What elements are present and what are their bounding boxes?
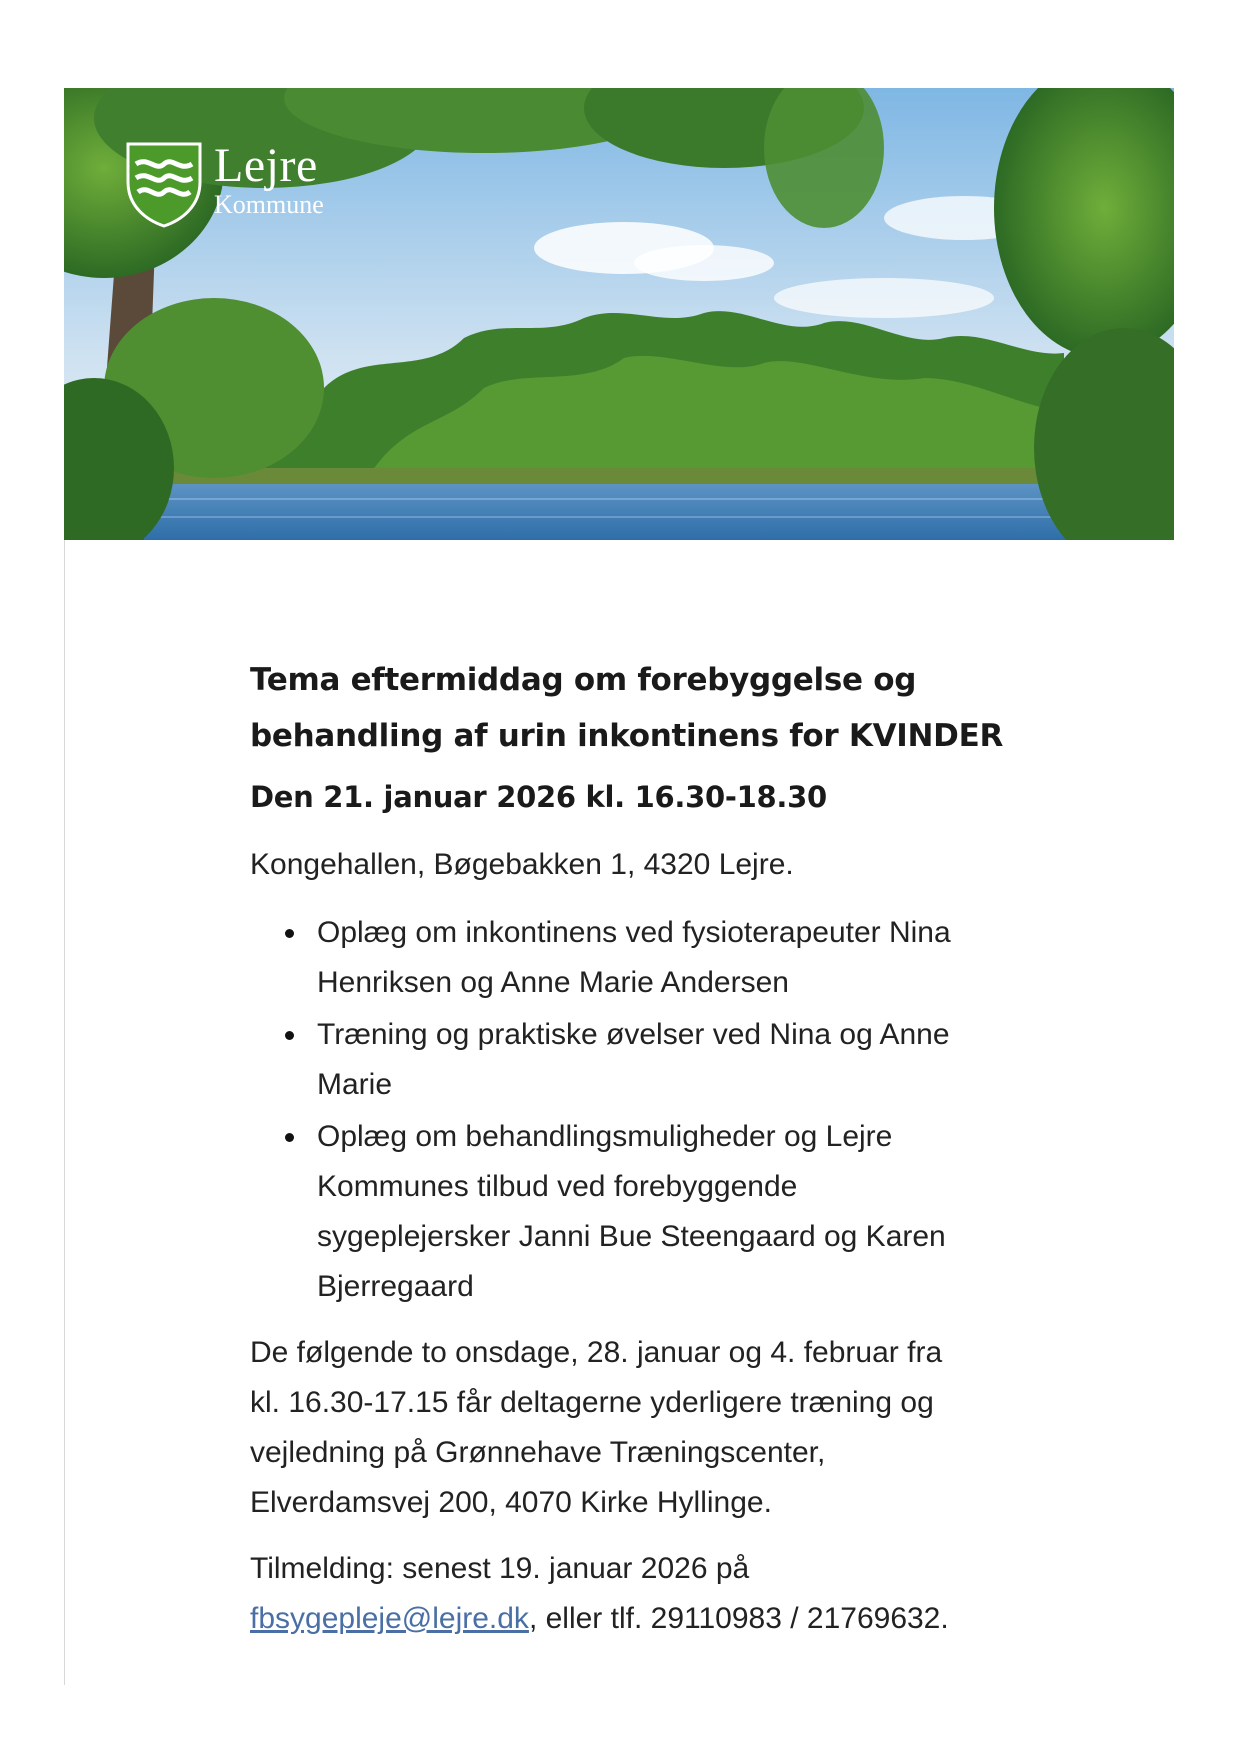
list-item: Træning og praktiske øvelser ved Nina og Anne Marie [250,1010,1030,1110]
followup-paragraph: De følgende to onsdage, 28. januar og 4. februar fra kl. 16.30-17.15 får deltagerne yderligere træning og vejledning på Grønnehave Træningscenter, Elverdamsvej 200, 4070 Kirke Hyllinge. [250,1336,943,1519]
list-item: Oplæg om inkontinens ved fysioterapeuter Nina Henriksen og Anne Marie Andersen [250,908,1030,1008]
event-content [250,652,1030,1644]
event-title-line-1: Tema eftermiddag om forebyggelse og [250,662,917,698]
lejre-kommune-logo [126,139,324,228]
event-title-line-2: behandling af urin inkontinens for KVINDER [250,718,1004,754]
logo-subtitle: Kommune [214,190,324,219]
bullet-icon [285,929,294,938]
logo-name: Lejre [214,139,318,192]
event-location: Kongehallen, Bøgebakken 1, 4320 Lejre. [250,848,794,881]
list-item: Oplæg om behandlingsmuligheder og Lejre Kommunes tilbud ved forebyggende sygeplejersker Janni Bue Steengaard og Karen Bjerregaard [250,1112,1030,1312]
shield-icon [126,142,202,228]
program-list [250,908,1030,1312]
signup-paragraph: Tilmelding: senest 19. januar 2026 på fbsygepleje@lejre.dk, eller tlf. 29110983 / 21769632. [250,1552,949,1635]
bullet-icon [285,1133,294,1142]
bullet-icon [285,1031,294,1040]
page-left-edge [64,540,65,1685]
event-title [250,652,1030,764]
signup-email-link[interactable]: fbsygepleje@lejre.dk [250,1602,529,1635]
event-date: Den 21. januar 2026 kl. 16.30-18.30 [250,780,827,814]
signup-phone-text: , eller tlf. 29110983 / 21769632. [528,1602,949,1635]
